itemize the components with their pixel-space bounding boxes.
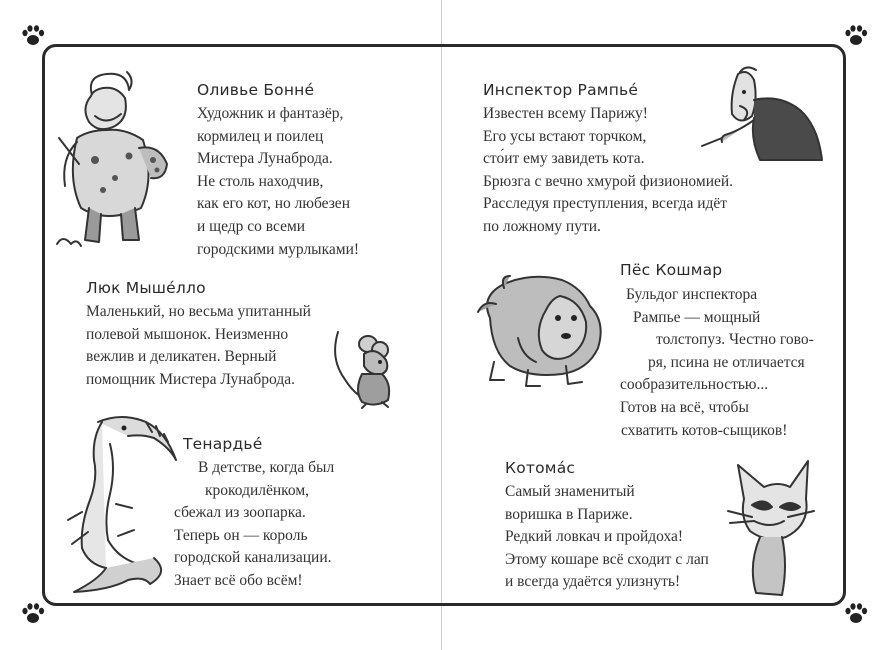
character-description [86, 301, 311, 391]
description-line: городской канализации. [174, 549, 332, 567]
character-name: Люк Мыше́лло [86, 279, 206, 297]
paw-print-icon [843, 601, 869, 627]
character-description [620, 284, 814, 442]
description-line: Маленький, но весьма упитанный [86, 303, 311, 320]
description-line: Мистера Лунаброда. [197, 150, 333, 168]
description-line: воришка в Париже. [505, 505, 633, 523]
character-card [505, 458, 709, 594]
description-line: Готов на всё, чтобы [620, 398, 749, 416]
painter-illustration [55, 68, 185, 253]
description-line: ря, псина не отличается [648, 353, 805, 371]
character-card [174, 434, 334, 593]
description-line: Не столь находчив, [197, 172, 324, 190]
character-name: Котома́с [505, 459, 576, 477]
description-line: Известен всему Парижу! [483, 105, 648, 122]
character-card [197, 80, 359, 261]
description-line: Теперь он — король [174, 526, 308, 544]
description-line: полевой мышонок. Неизменно [86, 325, 289, 343]
character-card [620, 260, 814, 442]
description-line: помощник Мистера Лунаброда. [86, 370, 295, 388]
description-line: толстопуз. Честно гово- [656, 331, 814, 349]
character-description [483, 103, 733, 239]
paw-print-icon [20, 601, 46, 627]
crocodile-illustration [58, 408, 188, 600]
description-line: сообразительностью... [620, 376, 769, 394]
description-line: Этому кошаре всё сходит с лап [505, 550, 709, 568]
character-description [197, 103, 359, 261]
description-line: Расследуя преступления, всегда идёт [483, 195, 728, 213]
description-line: Редкий ловкач и пройдоха! [505, 528, 684, 546]
description-line: как его кот, но любезен [197, 195, 350, 213]
character-card [86, 278, 311, 391]
description-line: В детстве, когда был [198, 459, 335, 476]
description-line: по ложному пути. [483, 217, 601, 235]
character-card [483, 80, 733, 239]
description-line: сбежал из зоопарка. [174, 504, 306, 522]
description-line: Рампье — мощный [633, 308, 761, 326]
inspector-illustration [700, 60, 825, 170]
cat-thief-illustration [724, 455, 816, 600]
paw-print-icon [20, 23, 46, 49]
character-name: Тенардье́ [183, 435, 263, 453]
character-name: Пёс Кошмар [620, 261, 723, 279]
description-line: Брюзга с вечно хмурой физиономией. [483, 172, 734, 190]
character-description [174, 457, 334, 593]
description-line: Знает всё обо всём! [174, 571, 303, 589]
description-line: вежлив и деликатен. Верный [86, 348, 277, 366]
description-line: крокодилёнком, [205, 481, 310, 499]
paw-print-icon [843, 23, 869, 49]
description-line: Бульдог инспектора [626, 286, 758, 303]
mouse-illustration [330, 328, 398, 410]
description-line: и всегда удаётся улизнуть! [505, 573, 681, 591]
description-line: Его усы встают торчком, [483, 127, 647, 145]
description-line: Художник и фантазёр, [197, 105, 344, 122]
description-line: сто́ит ему завидеть кота. [483, 150, 645, 168]
description-line: кормилец и поилец [197, 127, 324, 145]
description-line: Самый знаменитый [505, 483, 635, 500]
character-name: Оливье Бонне́ [197, 81, 315, 99]
character-description [505, 481, 709, 594]
description-line: городскими мурлыками! [197, 240, 360, 258]
description-line: схватить котов-сыщиков! [621, 421, 788, 439]
character-name: Инспектор Рампье́ [483, 81, 639, 99]
bulldog-illustration [470, 266, 618, 391]
description-line: и щедр со всеми [197, 217, 306, 235]
